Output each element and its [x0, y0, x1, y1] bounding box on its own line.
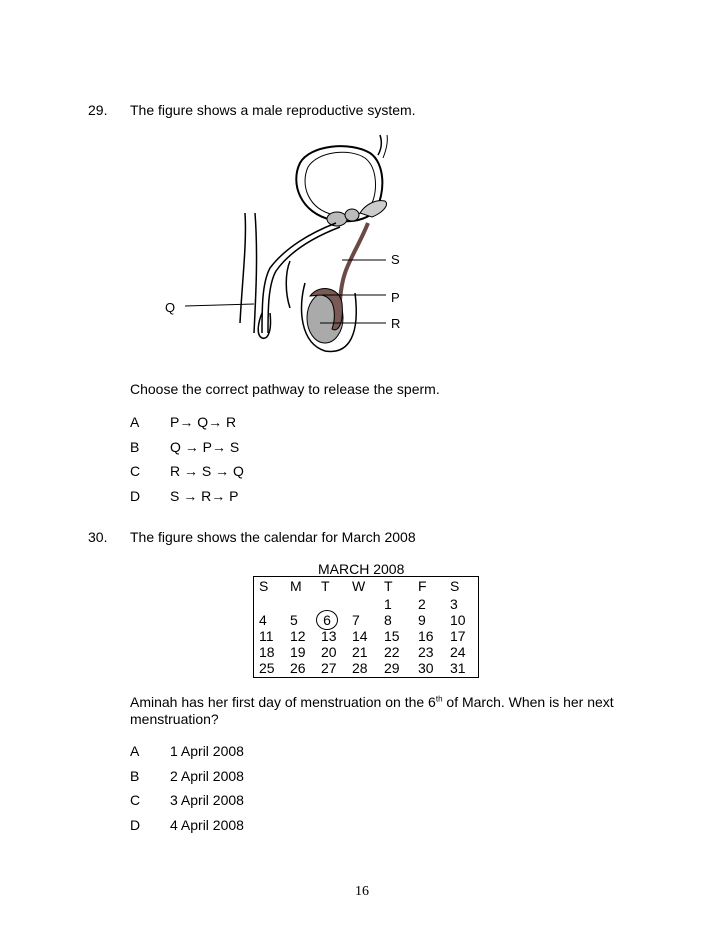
- q29-option-a[interactable]: P→ Q→ R: [170, 414, 237, 430]
- question-30-number: 30.: [88, 529, 108, 545]
- calendar-header: T: [384, 578, 393, 594]
- question-30-stem: The figure shows the calendar for March 2008: [130, 529, 416, 545]
- calendar-day: 19: [290, 644, 306, 660]
- calendar-day: 3: [450, 596, 458, 612]
- calendar-day: 31: [450, 660, 466, 676]
- calendar-day-circled: 6: [316, 610, 338, 630]
- q29-option-b[interactable]: Q → P→ S: [170, 439, 240, 455]
- calendar-header: S: [259, 578, 269, 594]
- calendar-table: [253, 576, 479, 678]
- calendar-day: 4: [259, 612, 267, 628]
- calendar-day: 7: [352, 612, 360, 628]
- calendar-header: W: [352, 578, 366, 594]
- q30-option-b-letter: B: [130, 768, 140, 784]
- calendar-day: 23: [418, 644, 434, 660]
- calendar-day: 8: [384, 612, 392, 628]
- calendar-header: F: [418, 578, 427, 594]
- q30-option-a[interactable]: 1 April 2008: [170, 743, 244, 759]
- calendar-day: 24: [450, 644, 466, 660]
- calendar-day: 10: [450, 612, 466, 628]
- q30-option-b[interactable]: 2 April 2008: [170, 768, 244, 784]
- male-reproductive-system-figure: [150, 133, 420, 378]
- label-p: P: [391, 290, 400, 305]
- q29-option-a-letter: A: [130, 414, 140, 430]
- calendar-day: 20: [321, 644, 337, 660]
- calendar-day: 25: [259, 660, 275, 676]
- calendar-day: 11: [259, 628, 274, 644]
- calendar-title: MARCH 2008: [318, 561, 405, 577]
- label-r: R: [391, 316, 401, 331]
- label-s: S: [391, 252, 400, 267]
- calendar-day: 29: [384, 660, 400, 676]
- q29-option-d-letter: D: [130, 488, 141, 504]
- question-29-prompt: Choose the correct pathway to release the sperm.: [130, 381, 440, 397]
- q30-option-d-letter: D: [130, 817, 141, 833]
- calendar-day: 14: [352, 628, 368, 644]
- calendar-day: 18: [259, 644, 275, 660]
- calendar-day: 5: [290, 612, 298, 628]
- calendar-day: 21: [352, 644, 368, 660]
- q29-option-c[interactable]: R → S → Q: [170, 463, 244, 479]
- question-29-stem: The figure shows a male reproductive system.: [130, 102, 416, 118]
- question-30-text: Aminah has her first day of menstruation on the 6th of March. When is her next: [130, 694, 614, 710]
- calendar-header: T: [321, 578, 330, 594]
- q30-option-a-letter: A: [130, 743, 140, 759]
- calendar-header: S: [450, 578, 460, 594]
- calendar-day: 17: [450, 628, 466, 644]
- calendar-day: 12: [290, 628, 306, 644]
- q29-option-c-letter: C: [130, 463, 141, 479]
- calendar-day: 1: [384, 596, 392, 612]
- label-q: Q: [165, 300, 176, 315]
- calendar-header: M: [290, 578, 302, 594]
- q30-option-c[interactable]: 3 April 2008: [170, 792, 244, 808]
- q30-option-c-letter: C: [130, 792, 141, 808]
- calendar-day: 16: [418, 628, 434, 644]
- question-30-text-line2: menstruation?: [130, 711, 219, 727]
- q29-option-b-letter: B: [130, 439, 140, 455]
- calendar-day: 26: [290, 660, 306, 676]
- calendar-day: 2: [418, 596, 426, 612]
- calendar-day: 13: [321, 628, 337, 644]
- calendar-day: 15: [384, 628, 400, 644]
- calendar-day: 22: [384, 644, 400, 660]
- q29-option-d[interactable]: S → R→ P: [170, 488, 239, 504]
- q30-option-d[interactable]: 4 April 2008: [170, 817, 244, 833]
- calendar-day: 30: [418, 660, 434, 676]
- calendar-day: 9: [418, 612, 426, 628]
- calendar-day: 28: [352, 660, 368, 676]
- question-29-number: 29.: [88, 102, 108, 118]
- page-number: 16: [355, 884, 369, 899]
- calendar-day: 27: [321, 660, 337, 676]
